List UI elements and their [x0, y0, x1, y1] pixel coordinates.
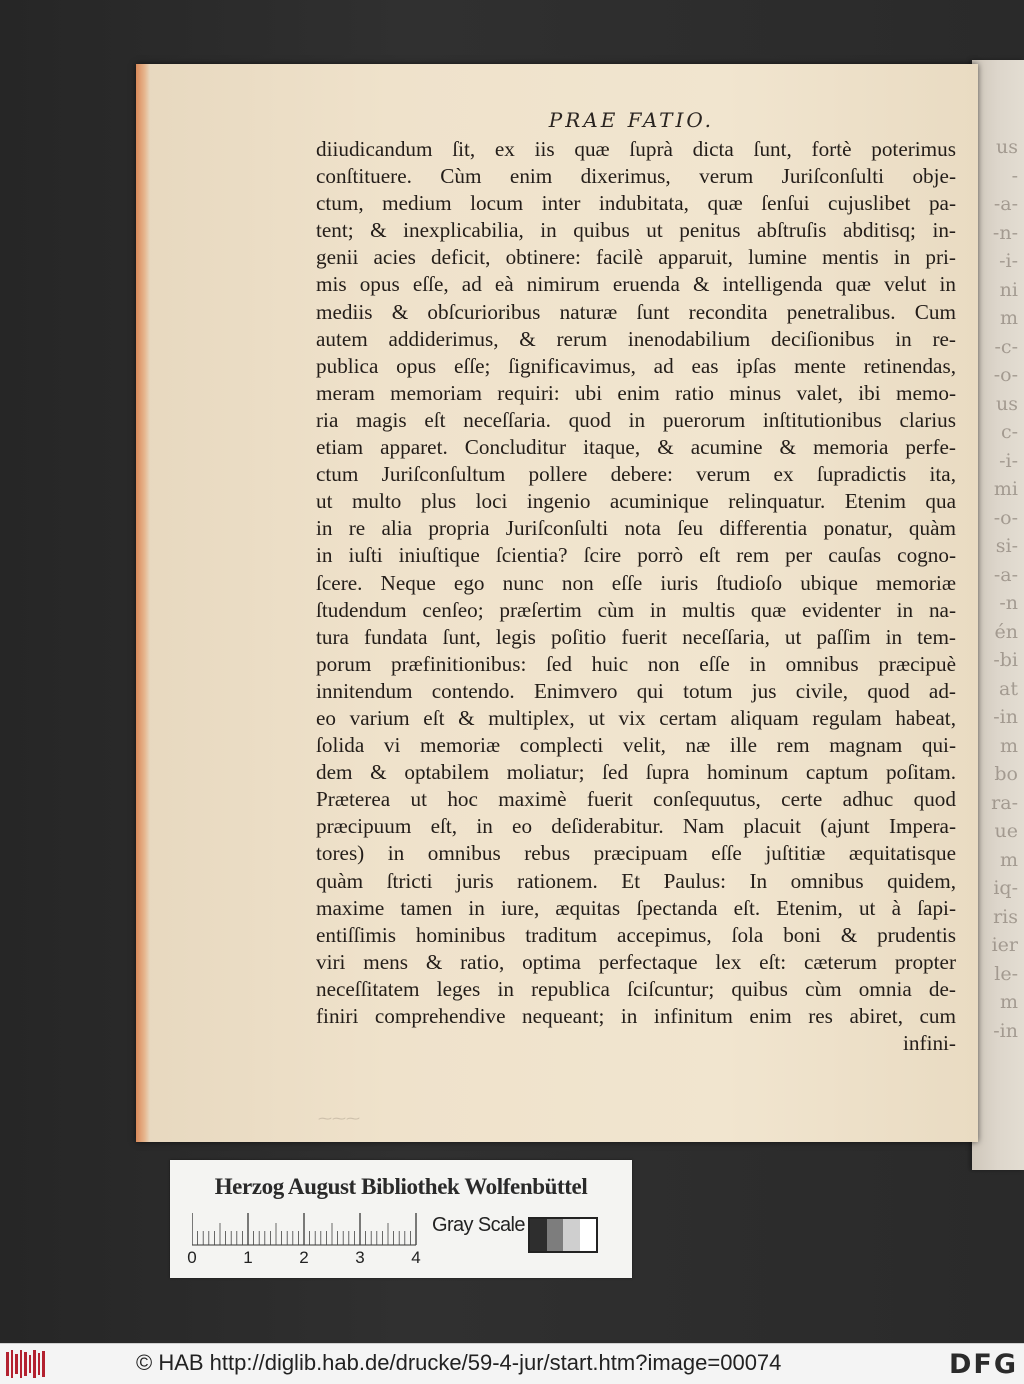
adjacent-page-fragment: -in	[993, 1019, 1018, 1042]
text-line: mediis & obſcurioribus naturæ ſunt recondita penetralibus. Cum	[316, 299, 956, 324]
adjacent-page-fragment: m	[999, 307, 1018, 329]
text-line: diiudicandum ſit, ex iis quæ ſuprà dicta ſunt, fortè poterimus	[316, 137, 956, 161]
ruler-number: 1	[243, 1248, 253, 1267]
text-line: eo varium eſt & multiplex, ut vix certam aliquam regulam habeat,	[316, 705, 956, 730]
hab-bars-icon	[6, 1350, 48, 1378]
text-line: ria magis eſt neceſſaria. quod in puerorum inſtitutionibus clarius	[316, 407, 956, 432]
adjacent-page-edge	[972, 60, 1024, 1170]
text-line: entiſſimis hominibus traditum accepimus, ſola boni & prudentis	[316, 922, 956, 947]
grayscale-swatch	[563, 1219, 580, 1251]
text-line: meram memoriam requiri: ubi enim ratio minus valet, ibi memo-	[316, 380, 956, 405]
ruler-number: 0	[187, 1248, 197, 1267]
adjacent-page-fragment: us	[996, 136, 1018, 158]
ruler-scale	[192, 1212, 432, 1246]
adjacent-page-fragment: c-	[1000, 421, 1018, 443]
adjacent-page-fragment: m	[999, 734, 1018, 757]
adjacent-page-fragment: -n	[999, 592, 1018, 614]
document-page	[136, 64, 978, 1142]
text-line: ctum, medium locum inter indubitata, quæ ſenſui cujuslibet pa-	[316, 191, 956, 216]
adjacent-page-fragment: -n-	[992, 221, 1018, 244]
dfg-logo: DFG	[948, 1349, 1018, 1380]
source-url-link[interactable]: © HAB http://diglib.hab.de/drucke/59-4-jur/start.htm?image=00074	[136, 1350, 782, 1375]
grayscale-swatch	[547, 1219, 564, 1251]
grayscale-swatch	[580, 1219, 597, 1251]
viewer-footer	[0, 1343, 1024, 1384]
text-line: innitendum contendo. Enimvero qui totum jus civile, quod ad-	[316, 678, 956, 703]
text-line: tura fundata ſunt, legis poſitio fuerit neceſſaria, ut paſſim in tem-	[316, 624, 956, 649]
text-line: ſolida vi memoriæ complecti velit, næ ille rem magnam qui-	[316, 733, 956, 758]
adjacent-page-fragment: -a-	[993, 193, 1018, 215]
text-line: ſcere. Neque ego nunc non eſſe iuris ſtudioſo ubique memoriæ	[316, 570, 956, 595]
body-text	[316, 136, 956, 1057]
text-line: tent; & inexplicabilia, in quibus ut penitus abſtruſis abditisq; in-	[316, 218, 956, 243]
text-line: etiam apparet. Concluditur itaque, & acumine & memoria perfe-	[316, 435, 956, 460]
running-header: PRAE FATIO.	[548, 108, 714, 132]
adjacent-page-fragment: ni	[999, 278, 1018, 301]
adjacent-page-fragment: ier	[991, 934, 1018, 956]
adjacent-page-fragment: ue	[994, 820, 1018, 842]
text-line: quàm ſtricti juris rationem. Et Paulus: In omnibus quidem,	[316, 868, 956, 893]
text-line: genii acies deficit, obtinere: facilè apparuit, lumine mentis in pri-	[316, 245, 956, 270]
adjacent-page-fragment: ris	[993, 905, 1018, 928]
text-line: tores) in omnibus rebus præcipuam eſſe juſtitiæ æquitatisque	[316, 841, 956, 866]
text-line: maxime tamen in iure, æquitas ſpectanda eſt. Etenim, ut à ſapi-	[316, 895, 956, 920]
adjacent-page-fragment: -	[1011, 164, 1018, 187]
text-line: præcipuum eſt, in eo deſiderabitur. Nam placuit (ajunt Impera-	[316, 814, 956, 839]
page-gilt-edge	[136, 64, 150, 1142]
ruler-number: 3	[355, 1248, 365, 1267]
text-line: ut multo plus loci ingenio acuminique relinquatur. Etenim qua	[316, 489, 956, 514]
adjacent-page-fragment: -i-	[999, 250, 1018, 272]
adjacent-page-fragment: -bi	[993, 649, 1018, 671]
grayscale-swatch	[530, 1219, 547, 1251]
library-name: Herzog August Bibliothek Wolfenbüttel	[214, 1174, 588, 1199]
adjacent-page-fragment: én	[994, 620, 1018, 643]
text-line: in re alia propria Juriſconſulti nota ſeu differentia ponatur, quàm	[316, 516, 956, 541]
text-line: ctum Juriſconſultum pollere debere: verum ex ſupradictis ita,	[316, 462, 956, 487]
adjacent-page-fragment: at	[999, 677, 1018, 700]
grayscale-label: Gray Scale	[432, 1214, 525, 1236]
adjacent-page-fragment: us	[996, 392, 1018, 415]
adjacent-page-fragment: iq-	[993, 877, 1018, 899]
text-line: viri mens & ratio, optima perfectaque lex eſt: cæterum propter	[316, 949, 956, 974]
ruler-number: 4	[411, 1248, 421, 1267]
adjacent-page-fragment: -o-	[993, 506, 1018, 529]
text-line: neceſſitatem leges in republica ſciſcuntur; quibus cùm omnia de-	[316, 976, 956, 1001]
adjacent-page-fragment: si-	[995, 535, 1018, 557]
text-line: conſtituere. Cùm enim dixerimus, verum Juriſconſulti obje-	[316, 164, 956, 189]
ruler-number: 2	[299, 1248, 309, 1267]
adjacent-page-fragment: -i-	[999, 449, 1018, 472]
adjacent-page-fragment: bo	[994, 763, 1018, 785]
adjacent-page-fragment: ra-	[991, 791, 1018, 814]
text-line: Præterea ut hoc maximè fuerit conſequutus, certe adhuc quod	[316, 787, 956, 812]
adjacent-page-fragment: le-	[994, 962, 1018, 985]
show-through-marks: ⁓⁓⁓	[318, 1112, 360, 1127]
text-line: autem addiderimus, & rerum inenodabilium deciſionibus in re-	[316, 326, 956, 351]
text-line: ſtudendum cenſeo; præſertim cùm in multis quæ evidenter in na-	[316, 597, 956, 622]
grayscale-strip	[528, 1217, 598, 1253]
adjacent-page-fragment: m	[999, 991, 1018, 1013]
text-line: dem & optabilem moliatur; ſed ſupra hominum captum poſitam.	[316, 760, 956, 785]
color-reference-card	[170, 1160, 632, 1278]
text-line: in iuſti iniuſtique ſcientia? ſcire porrò eſt rem per cauſas cogno-	[316, 543, 956, 568]
adjacent-page-fragment: m	[999, 848, 1018, 871]
text-line: porum præfinitionibus: ſed huic non eſſe in omnibus præcipuè	[316, 651, 956, 676]
adjacent-page-fragment: -c-	[994, 335, 1018, 358]
adjacent-page-fragment: -o-	[993, 364, 1018, 386]
text-line: mis opus eſſe, ad eà nimirum eruenda & intelligenda quæ velut in	[316, 272, 956, 297]
adjacent-page-fragment: -a-	[993, 563, 1018, 586]
text-line: publica opus eſſe; ſignificavimus, ad eas ipſas mente retinendas,	[316, 353, 956, 378]
text-line: finiri comprehendive nequeant; in infinitum enim res abiret, cum	[316, 1004, 956, 1028]
adjacent-page-fragment: -in	[993, 706, 1018, 728]
catchword: infini-	[903, 1031, 956, 1056]
adjacent-page-fragment: mi	[993, 478, 1018, 500]
